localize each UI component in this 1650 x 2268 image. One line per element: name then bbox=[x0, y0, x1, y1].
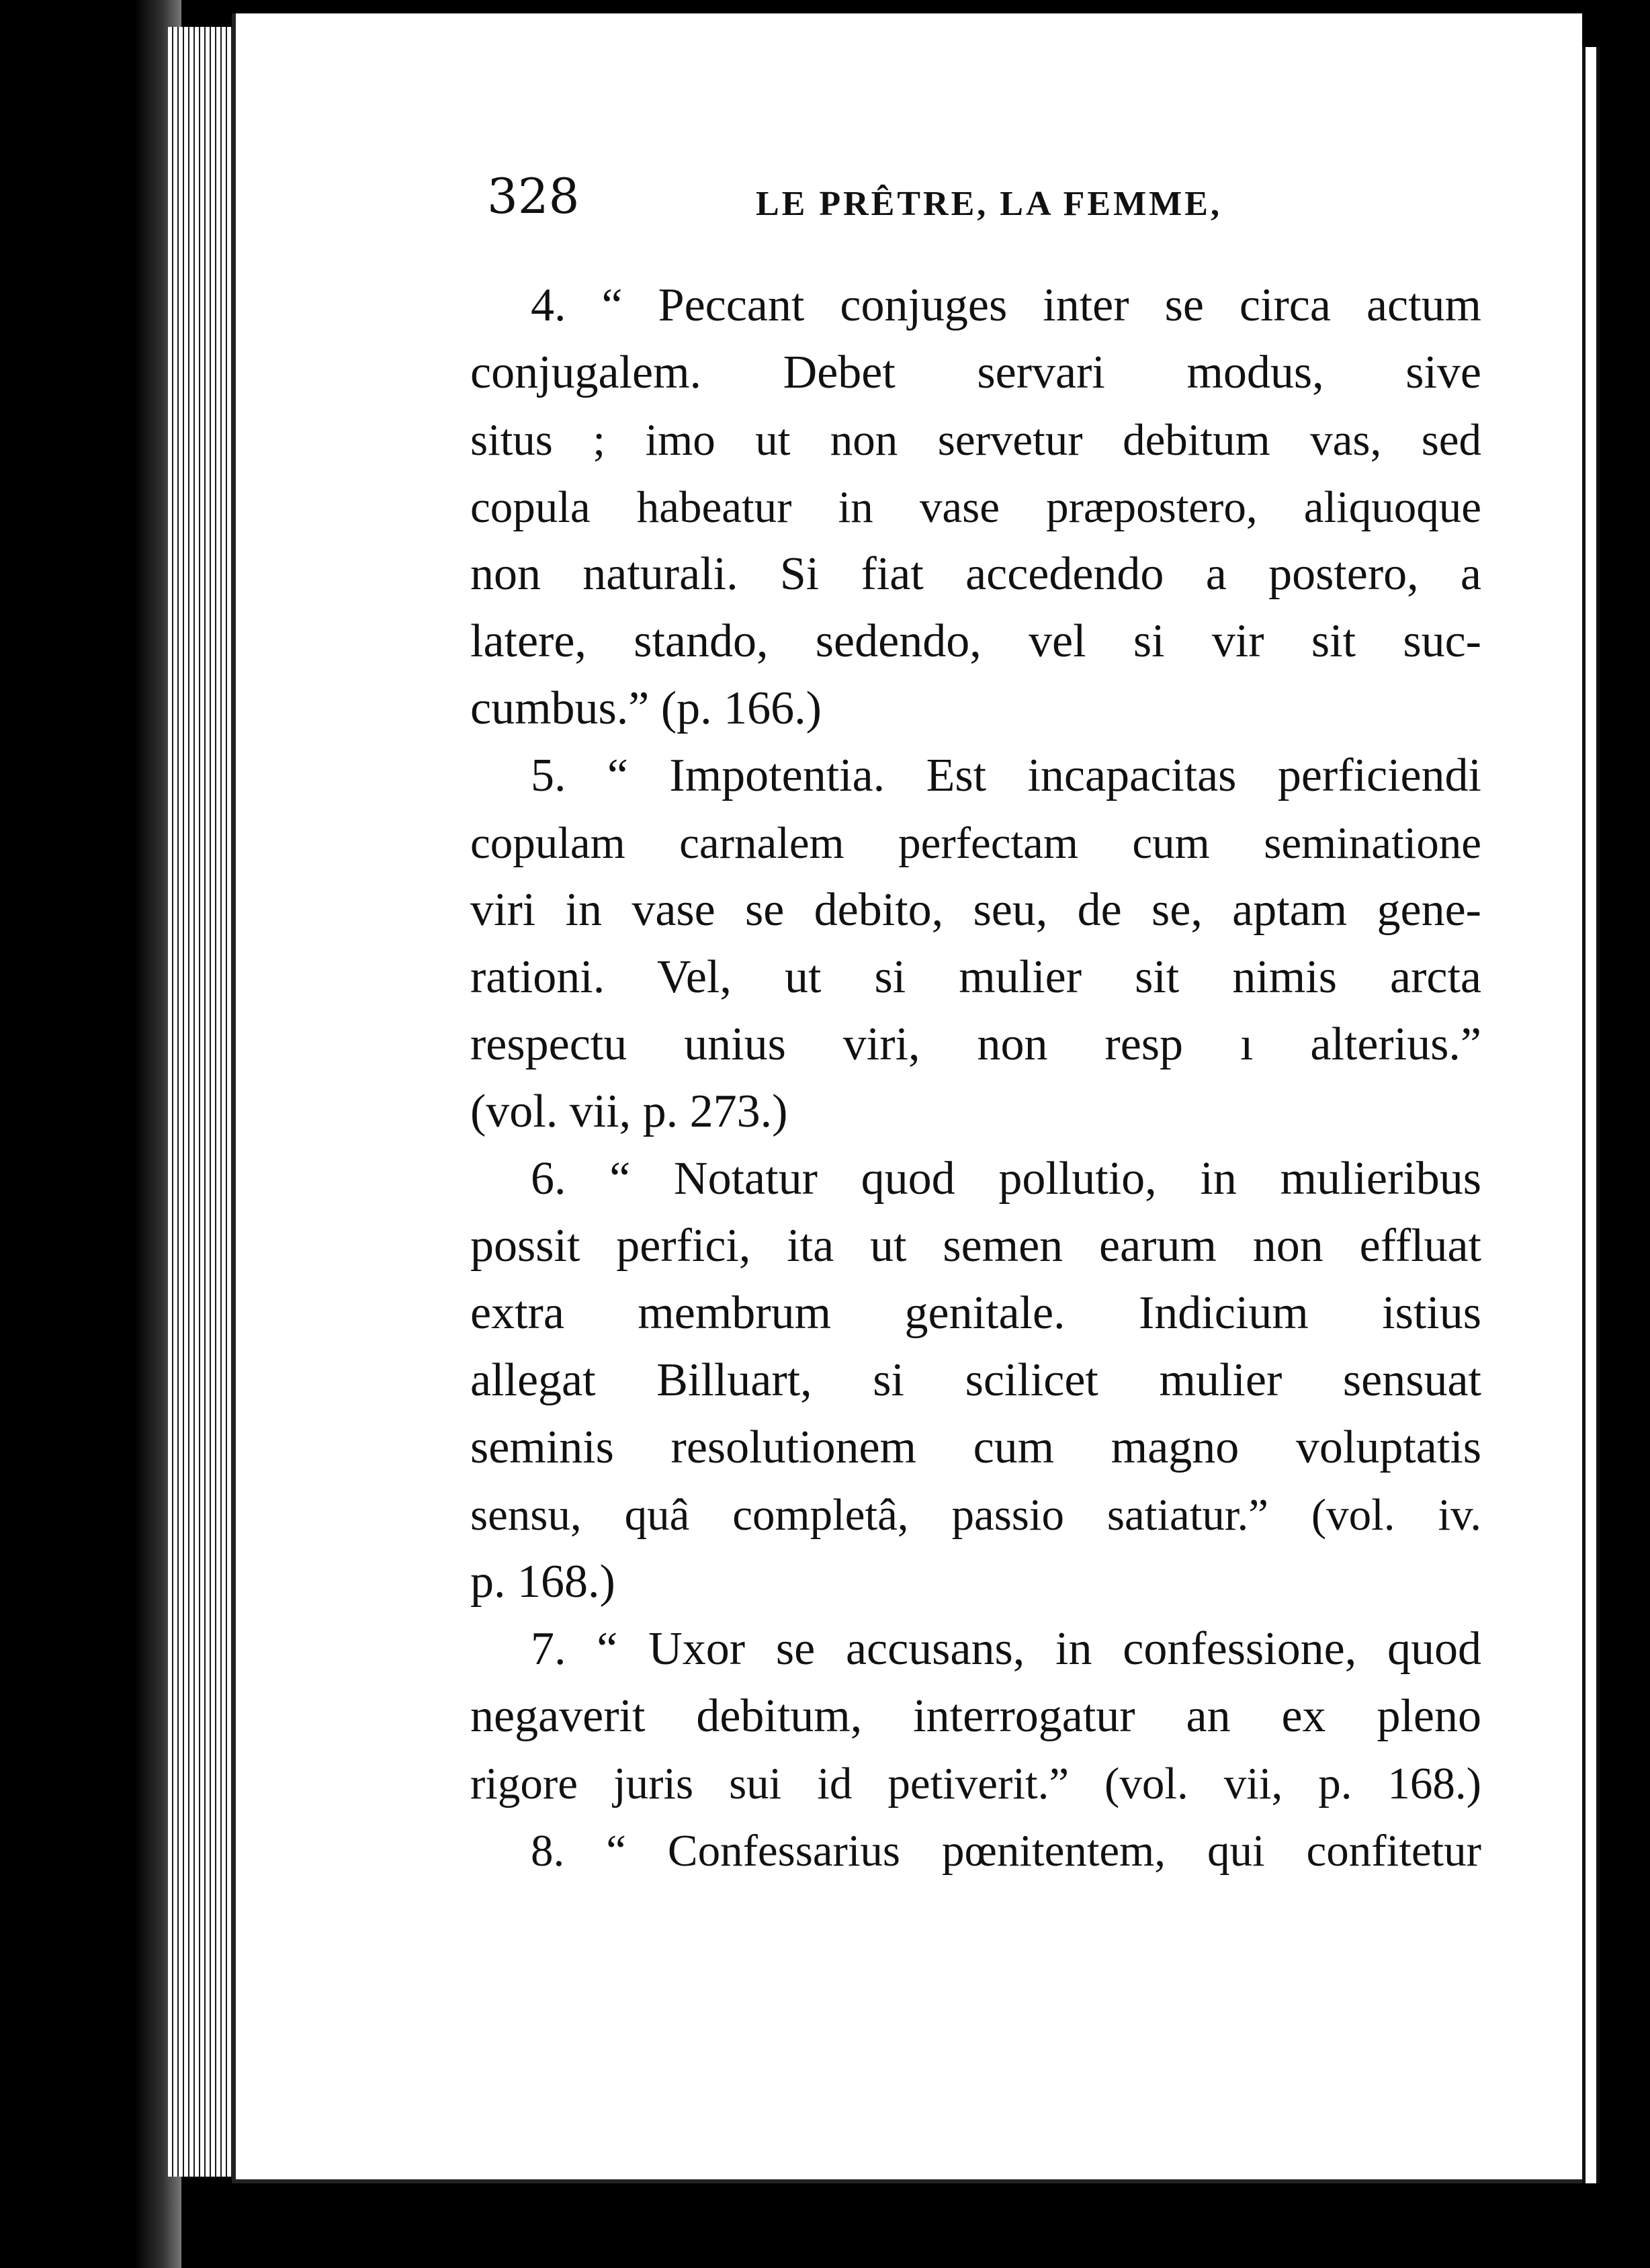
text-line: cumbus.” (p. 166.) bbox=[470, 683, 822, 734]
text-line: 8. “ Confessarius pœnitentem, qui confitetur bbox=[531, 1826, 1481, 1876]
text-line: seminis resolutionem cum magno voluptatis bbox=[470, 1422, 1481, 1473]
text-line: negaverit debitum, interrogatur an ex pleno bbox=[470, 1690, 1481, 1742]
text-line: allegat Billuart, si scilicet mulier sensuat bbox=[470, 1354, 1481, 1406]
text-line: 4. “ Peccant conjuges inter se circa actum bbox=[531, 279, 1481, 331]
text-line: copula habeatur in vase præpostero, aliquoque bbox=[470, 482, 1481, 532]
text-line: p. 168.) bbox=[470, 1556, 615, 1608]
running-head-title: LE PRÊTRE, LA FEMME, bbox=[756, 185, 1222, 223]
text-line: situs ; imo ut non servetur debitum vas, sed bbox=[470, 415, 1481, 465]
text-line: 6. “ Notatur quod pollutio, in mulieribus bbox=[531, 1153, 1481, 1205]
text-line: conjugalem. Debet servari modus, sive bbox=[470, 347, 1481, 398]
text-line: 7. “ Uxor se accusans, in confessione, quod bbox=[531, 1623, 1481, 1675]
text-line: rationi. Vel, ut si mulier sit nimis arcta bbox=[470, 951, 1481, 1003]
text-line: rigore juris sui id petiverit.” (vol. vii, p. 168.) bbox=[470, 1759, 1481, 1808]
text-line: respectu unius viri, non resp ı alterius.” bbox=[470, 1018, 1481, 1070]
next-page-edge bbox=[1582, 47, 1600, 2183]
text-line: sensu, quâ completâ, passio satiatur.” (vol. iv. bbox=[470, 1490, 1481, 1540]
text-line: latere, stando, sedendo, vel si vir sit suc- bbox=[470, 615, 1481, 667]
page-number: 328 bbox=[487, 168, 580, 224]
text-line: (vol. vii, p. 273.) bbox=[470, 1086, 788, 1137]
text-line: viri in vase se debito, seu, de se, aptam gene- bbox=[470, 884, 1481, 936]
running-head bbox=[487, 168, 1495, 242]
text-line: 5. “ Impotentia. Est incapacitas perficiendi bbox=[531, 750, 1481, 801]
text-line: copulam carnalem perfectam cum seminatione bbox=[470, 818, 1481, 868]
text-line: extra membrum genitale. Indicium istius bbox=[470, 1287, 1481, 1339]
text-line: non naturali. Si fiat accedendo a postero, a bbox=[470, 548, 1481, 600]
text-line: possit perfici, ita ut semen earum non effluat bbox=[470, 1220, 1481, 1272]
body-text bbox=[470, 272, 1481, 1884]
